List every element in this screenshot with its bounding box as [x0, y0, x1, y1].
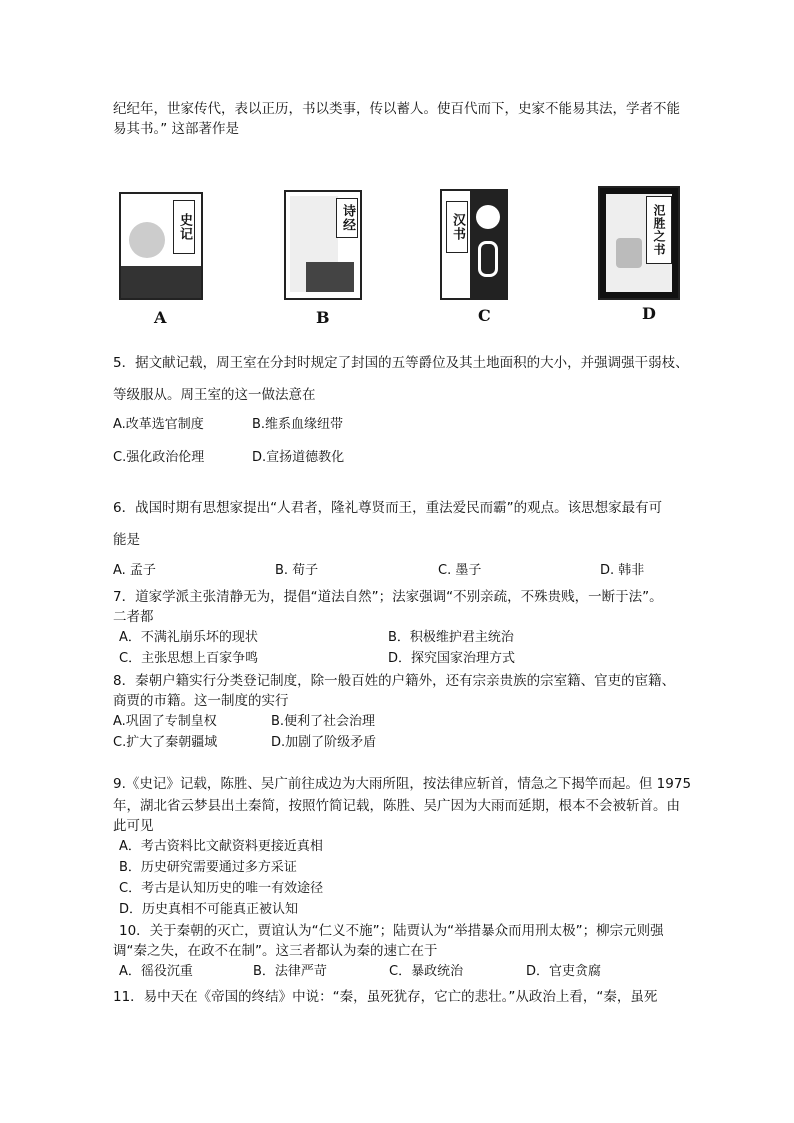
- q9-option-c: C．考古是认知历史的唯一有效途径: [119, 881, 324, 896]
- q9-option-b: B．历史研究需要通过多方采证: [119, 860, 297, 875]
- q7-stem-line-1: 7．道家学派主张清静无为，提倡“道法自然”；法家强调“不别亲疏，不殊贵贱，一断于法”。: [113, 589, 663, 605]
- q8-stem-line-2: 商贾的市籍。这一制度的实行: [113, 693, 289, 709]
- q10-stem-line-2: 调“秦之失，在政不在制”。这三者都认为秦的速亡在于: [113, 943, 438, 959]
- q7-option-d: D．探究国家治理方式: [388, 651, 516, 666]
- book-title-c: 汉书: [446, 201, 468, 253]
- book-title-d: 氾胜之书: [646, 196, 672, 264]
- q6-stem-line-1: 6．战国时期有思想家提出“人君者，隆礼尊贤而王，重法爱民而霸”的观点。该思想家最有可: [113, 500, 663, 516]
- q9-stem-line-2: 年，湖北省云梦县出土秦简，按照竹简记载，陈胜、吴广因为大雨而延期，根本不会被斩首。由: [113, 798, 680, 814]
- q5-option-a: A.改革选官制度: [113, 417, 204, 432]
- option-label-c: C: [478, 306, 491, 325]
- q8-option-c: C.扩大了秦朝疆域: [113, 735, 218, 750]
- q10-option-c: C．暴政统治: [389, 964, 464, 979]
- q5-option-d: D.宣扬道德教化: [252, 450, 345, 465]
- q8-option-d: D.加剧了阶级矛盾: [271, 735, 377, 750]
- option-label-d: D: [642, 304, 656, 323]
- q7-stem-line-2: 二者都: [113, 609, 154, 625]
- q6-option-c: C. 墨子: [438, 563, 482, 578]
- q7-option-a: A．不满礼崩乐坏的现状: [119, 630, 258, 645]
- q10-option-d: D．官吏贪腐: [526, 964, 602, 979]
- q10-stem-line-1: 10．关于秦朝的灭亡，贾谊认为“仁义不施”；陆贾认为“举措暴众而用刑太极”；柳宗元则强: [119, 923, 664, 939]
- q9-option-a: A．考古资料比文献资料更接近真相: [119, 839, 323, 854]
- q9-stem-line-3: 此可见: [113, 818, 154, 834]
- q5-stem-line-2: 等级服从。周王室的这一做法意在: [113, 387, 316, 403]
- option-label-b: B: [316, 308, 330, 327]
- book-title-b: 诗经: [336, 198, 358, 238]
- q6-option-b: B. 荀子: [275, 563, 319, 578]
- q10-option-b: B．法律严苛: [253, 964, 327, 979]
- intro-line-1: 纪纪年，世家传代，表以正历，书以类事，传以蓄人。使百代而下，史家不能易其法，学者不能: [113, 101, 680, 117]
- q8-option-a: A.巩固了专制皇权: [113, 714, 217, 729]
- q8-stem-line-1: 8．秦朝户籍实行分类登记制度，除一般百姓的户籍外，还有宗亲贵族的宗室籍、官吏的宦籍、: [113, 673, 676, 689]
- q7-option-b: B．积极维护君主统治: [388, 630, 514, 645]
- q10-option-a: A．徭役沉重: [119, 964, 193, 979]
- q9-stem-line-1: 9.《史记》记载，陈胜、吴广前往成边为大雨所阻，按法律应斩首，情急之下揭竿而起。但 1975: [113, 776, 692, 792]
- q8-option-b: B.便利了社会治理: [271, 714, 376, 729]
- intro-line-2: 易其书。” 这部著作是: [113, 121, 240, 137]
- q6-option-d: D. 韩非: [600, 563, 645, 578]
- q7-option-c: C．主张思想上百家争鸣: [119, 651, 259, 666]
- q9-option-d: D．历史真相不可能真正被认知: [119, 902, 299, 917]
- q11-stem-line-1: 11．易中天在《帝国的终结》中说：“秦，虽死犹存，它亡的悲壮。”从政治上看，“秦，虽死: [113, 989, 658, 1005]
- book-title-a: 史记: [173, 200, 195, 254]
- q6-option-a: A. 孟子: [113, 563, 156, 578]
- q6-stem-line-2: 能是: [113, 532, 140, 548]
- q5-option-b: B.维系血缘纽带: [252, 417, 344, 432]
- option-label-a: A: [154, 308, 167, 327]
- q5-option-c: C.强化政治伦理: [113, 450, 205, 465]
- q5-stem-line-1: 5．据文献记载，周王室在分封时规定了封国的五等爵位及其土地面积的大小，并强调强干弱枝、: [113, 355, 689, 371]
